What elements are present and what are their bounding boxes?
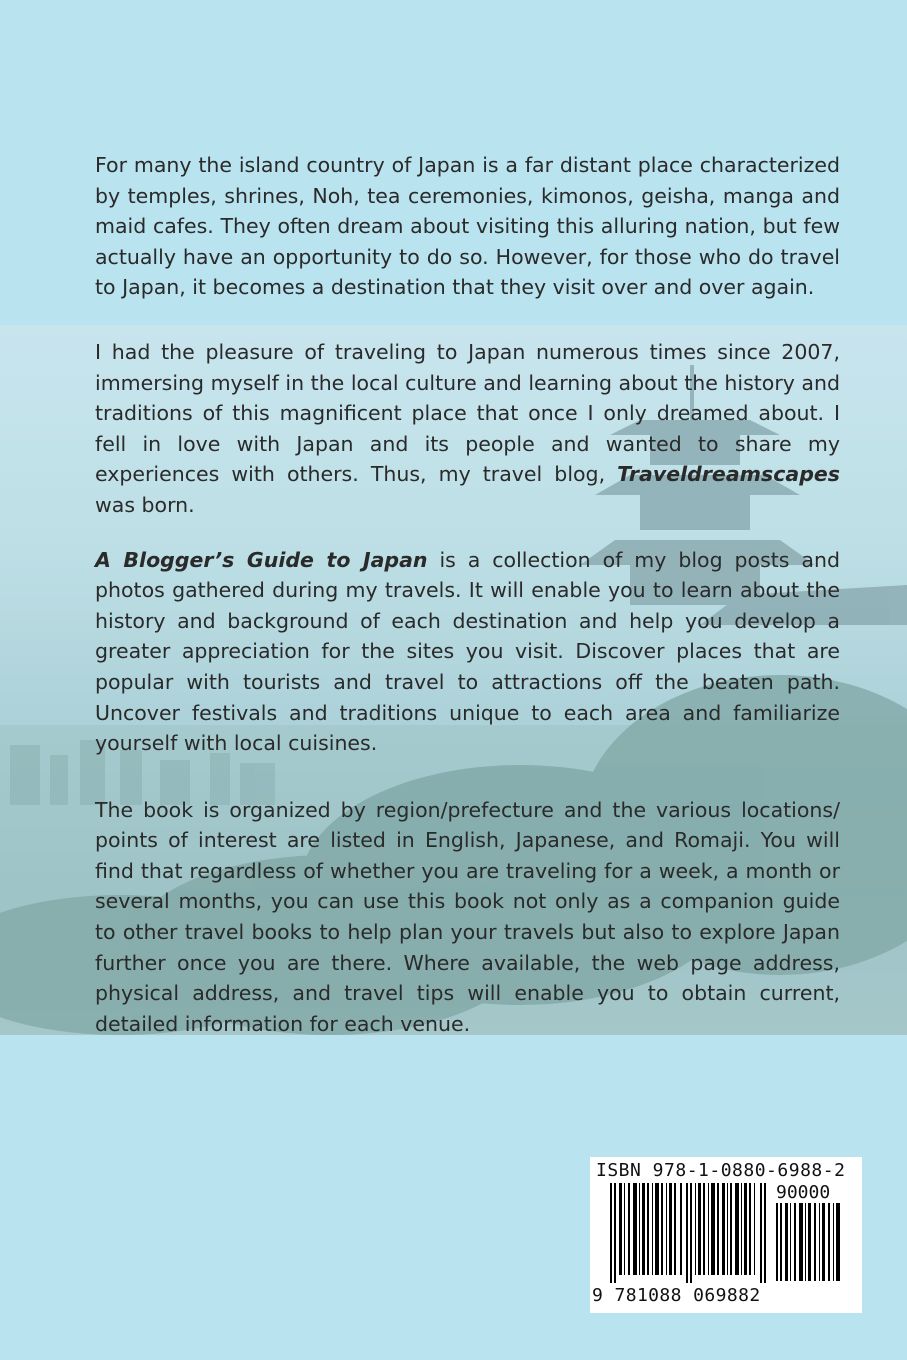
paragraph-intro: For many the island country of Japan is a far distant place characterized by temples, shrines, Noh, tea ceremonies, kimonos, geisha, manga and maid cafes. They often dream about visiting this alluring nation, but few actually have an opportunity to do so. However, for those who do travel to Japan, it becomes a destination that they visit over and over again. <box>95 153 840 300</box>
paragraph-author <box>95 337 840 521</box>
barcode-bars <box>610 1183 770 1283</box>
paragraph-author-text: I had the pleasure of traveling to Japan numerous times since 2007, immersing myself in the local culture and learning about the history and traditions of this magnificent place that once I only dreamed about. I fell in love with Japan and its people and wanted to share my experiences with others. Thus, my travel blog, <box>95 339 840 487</box>
paragraph-author-end: was born. <box>95 492 195 517</box>
isbn-digits: 9 781088 069882 <box>592 1285 761 1306</box>
price-code: 90000 <box>776 1182 831 1203</box>
blog-name: Traveldreamscapes <box>617 462 840 487</box>
book-title: A Blogger’s Guide to Japan <box>95 547 428 572</box>
paragraph-summary-text: is a collection of my blog posts and photos gathered during my travels. It will enable you to learn about the history and background of each destination and help you develop a greater appreciation for the sites you visit. Discover places that are popular with tourists and travel to attractions off the beaten path. Uncover festivals and traditions unique to each area and familiarize yourself with local cuisines. <box>95 547 840 756</box>
isbn-barcode <box>590 1157 862 1313</box>
paragraph-organization: The book is organized by region/prefecture and the various locations/ points of interest are listed in English, Japanese, and Romaji. You will find that regardless of whether you are traveling for a week, a month or several months, you can use this book not only as a companion guide to other travel books to help plan your travels but also to explore Japan further once you are there. Where available, the web page address, physical address, and travel tips will enable you to obtain current, detailed information for each venue. <box>95 797 840 1036</box>
isbn-label: ISBN 978-1-0880-6988-2 <box>596 1160 846 1181</box>
back-cover-description <box>95 150 840 1063</box>
paragraph-book-summary <box>95 545 840 759</box>
price-barcode-bars <box>776 1203 846 1281</box>
